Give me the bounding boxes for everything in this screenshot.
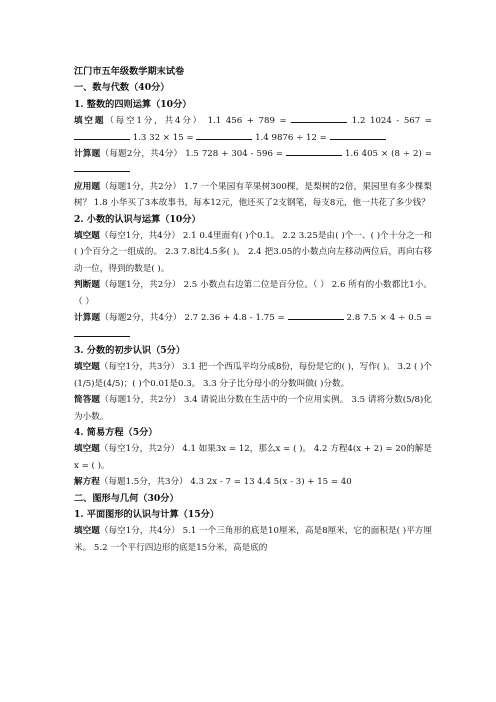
question-text: 1.3 32 × 15 =: [130, 132, 197, 143]
question-text: 1.6 405 × (8 ÷ 2) =: [342, 149, 432, 160]
equation-solve-questions: [74, 474, 432, 490]
equation-fill-in-questions: [74, 441, 432, 474]
subsection-heading-fractions: 3. 分数的初步认识（5分）: [74, 344, 186, 356]
question-text: （每题2分，共4分） 1.5 728 + 304 - 596 =: [100, 149, 287, 160]
question-text: （每空1分，共4分） 5.1 一个三角形的底是10厘米，高是8厘米，它的面积是( )平方厘米。 5.2 一个平行四边形的底是15分米，高是底的: [74, 526, 432, 553]
question-text: （每空1分，共4分） 2.1 0.4里面有( )个0.1。 2.2 3.25是由( )个一、( )个十分之一和( )个百分之一组成的。 2.3 7.8比4.5多( )。 2.4 把3.05的小数点向左移动两位后，再向右移动一位，得到的数是( )。: [74, 231, 432, 274]
integer-calculation-questions: [74, 146, 432, 179]
exam-document: [74, 64, 432, 556]
question-type-label: 应用题: [74, 181, 101, 192]
subsection-heading-equations: 4. 简易方程（5分）: [74, 426, 158, 438]
fraction-fill-in-questions: [74, 359, 432, 392]
integer-word-problems: [74, 179, 432, 212]
question-text: （每题1分，共2分） 1.7 一个果园有苹果树300棵，是梨树的2倍，果园里有多少棵梨树？ 1.8 小华买了3本故事书，每本12元，他还买了2支钢笔，每支8元，他一共花了多少钱？: [74, 181, 432, 209]
answer-blank: [330, 130, 386, 140]
answer-blank: [196, 130, 252, 140]
question-text: （每题1分，共2分） 2.5 小数点右边第二位是百分位。（ ） 2.6 所有的小数都比1小。（ ）: [74, 280, 432, 307]
question-text: （每题1分，共2分） 3.4 请说出分数在生活中的一个应用实例。 3.5 请将分数(5/8)化为小数。: [74, 395, 432, 422]
question-type-label: 计算题: [74, 149, 101, 160]
question-text: （每题2分，共4分） 2.7 2.36 + 4.8 - 1.75 =: [100, 313, 288, 324]
question-type-label: 填空题: [74, 116, 106, 127]
question-type-label: 填空题: [74, 231, 100, 242]
question-type-label: 填空题: [74, 526, 100, 537]
integer-fill-in-questions: [74, 113, 432, 146]
question-text: 1.4 9876 ÷ 12 =: [252, 132, 330, 143]
question-type-label: 填空题: [74, 444, 100, 455]
answer-blank: [74, 162, 130, 172]
question-text: 2.8 7.5 × 4 ÷ 0.5 =: [343, 313, 432, 324]
question-type-label: 判断题: [74, 280, 101, 291]
question-text: （每空1分，共4分） 1.1 456 + 789 =: [105, 116, 292, 127]
question-text: （每空1分，共2分） 4.1 如果3x = 12，那么x = ( )。 4.2 方程4(x + 2) = 20的解是x = ( )。: [74, 444, 432, 471]
fraction-short-answer-questions: [74, 392, 432, 425]
decimal-fill-in-questions: [74, 228, 432, 277]
section-heading-geometry: 二、图形与几何（30分）: [74, 492, 179, 504]
question-type-label: 计算题: [74, 313, 101, 324]
question-text: 1.2 1024 - 567 =: [347, 116, 432, 127]
subsection-heading-integers: 1. 整数的四则运算（10分）: [74, 98, 192, 110]
subsection-heading-decimals: 2. 小数的认识与运算（10分）: [74, 213, 201, 225]
question-type-label: 解方程: [74, 477, 100, 488]
question-text: （每空1分，共3分） 3.1 把一个西瓜平均分成8份，每份是它的( )，写作( )。 3.2 ( )个(1/5)是(4/5)；( )个0.01是0.3。 3.3 分子比分母小的分数叫做( )分数。: [74, 362, 432, 389]
question-type-label: 简答题: [74, 395, 101, 406]
geometry-fill-in-questions: [74, 523, 432, 556]
decimal-calculation-questions: [74, 310, 432, 343]
answer-blank: [288, 310, 344, 320]
decimal-true-false-questions: [74, 277, 432, 310]
question-text: （每题1.5分，共3分） 4.3 2x - 7 = 13 4.4 5(x - 3) + 15 = 40: [99, 477, 352, 488]
answer-blank: [291, 113, 347, 123]
subsection-heading-plane-figures: 1. 平面图形的认识与计算（15分）: [74, 508, 220, 520]
question-type-label: 填空题: [74, 362, 100, 373]
answer-blank: [286, 146, 342, 156]
exam-title: 江门市五年级数学期末试卷: [74, 66, 185, 77]
section-heading-number-algebra: 一、数与代数（40分）: [74, 82, 170, 94]
answer-blank: [74, 327, 130, 337]
answer-blank: [74, 130, 130, 140]
